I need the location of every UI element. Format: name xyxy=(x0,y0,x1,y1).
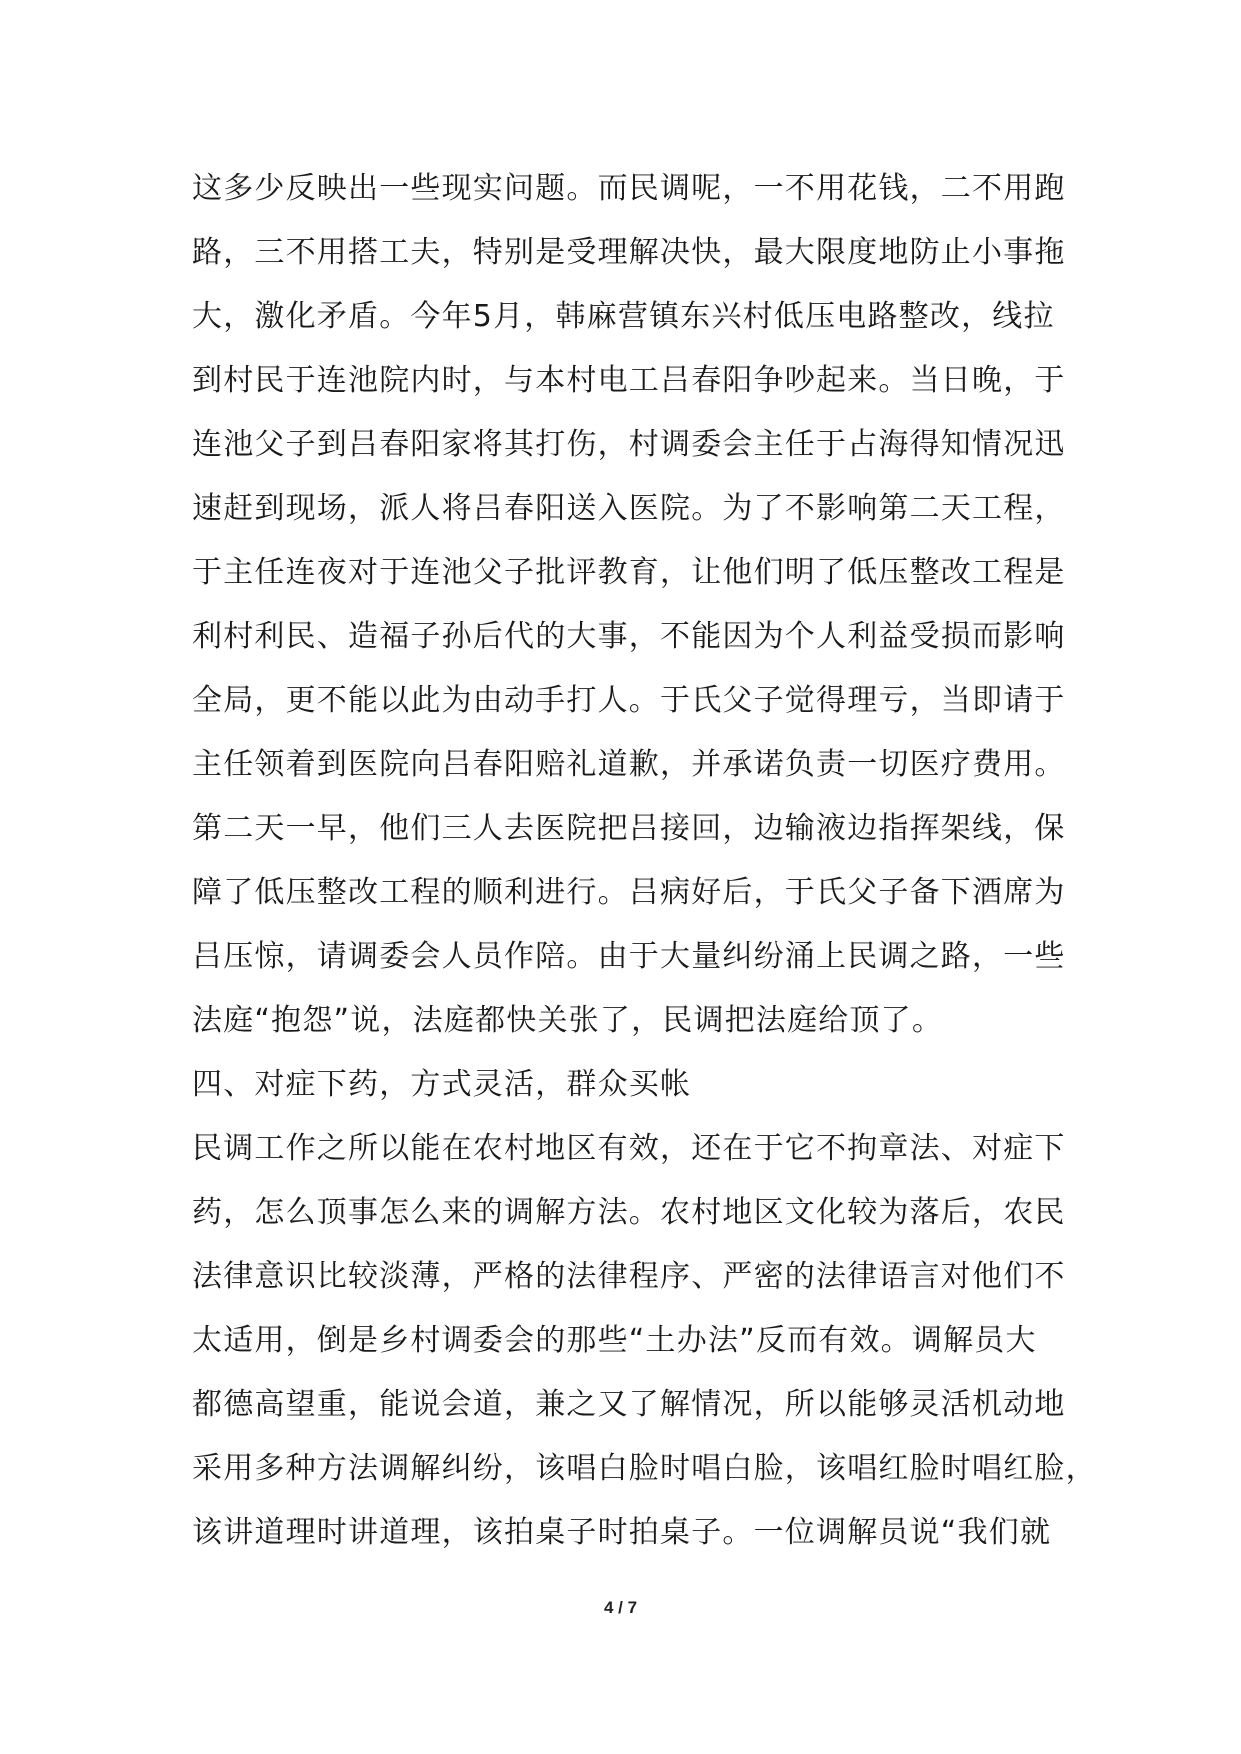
text-line: 法庭“抱怨”说，法庭都快关张了，民调把法庭给顶了。 xyxy=(192,1003,944,1038)
text-line: 主任领着到医院向吕春阳赔礼道歉，并承诺负责一切医疗费用。 xyxy=(192,747,1066,782)
text-line: 吕压惊，请调委会人员作陪。由于大量纠纷涌上民调之路，一些 xyxy=(192,939,1066,974)
text-line: 太适用，倒是乡村调委会的那些“土办法”反而有效。调解员大 xyxy=(192,1323,1037,1358)
text-line: 连池父子到吕春阳家将其打伤，村调委会主任于占海得知情况迅 xyxy=(192,427,1066,462)
text-line: 于主任连夜对于连池父子批评教育，让他们明了低压整改工程是 xyxy=(192,555,1066,590)
text-line: 路，三不用搭工夫，特别是受理解决快，最大限度地防止小事拖 xyxy=(192,235,1066,270)
text-line: 到村民于连池院内时，与本村电工吕春阳争吵起来。当日晚，于 xyxy=(192,363,1066,398)
text-line: 该讲道理时讲道理，该拍桌子时拍桌子。一位调解员说“我们就 xyxy=(192,1515,1052,1550)
text-line: 全局，更不能以此为由动手打人。于氏父子觉得理亏，当即请于 xyxy=(192,683,1066,718)
section-heading: 四、对症下药，方式灵活，群众买帐 xyxy=(192,1067,692,1102)
text-line: 大，激化矛盾。今年5月，韩麻营镇东兴村低压电路整改，线拉 xyxy=(192,299,1055,334)
text-line: 利村利民、造福子孙后代的大事，不能因为个人利益受损而影响 xyxy=(192,619,1066,654)
page-number: 4 / 7 xyxy=(603,1598,638,1617)
text-line: 法律意识比较淡薄，严格的法律程序、严密的法律语言对他们不 xyxy=(192,1259,1066,1294)
text-line: 民调工作之所以能在农村地区有效，还在于它不拘章法、对症下 xyxy=(192,1131,1066,1166)
text-line: 药，怎么顶事怎么来的调解方法。农村地区文化较为落后，农民 xyxy=(192,1195,1066,1230)
text-line: 第二天一早，他们三人去医院把吕接回，边输液边指挥架线，保 xyxy=(192,811,1066,846)
text-line: 都德高望重，能说会道，兼之又了解情况，所以能够灵活机动地 xyxy=(192,1387,1066,1422)
text-line: 障了低压整改工程的顺利进行。吕病好后，于氏父子备下酒席为 xyxy=(192,875,1066,910)
text-line: 速赶到现场，派人将吕春阳送入医院。为了不影响第二天工程， xyxy=(192,491,1066,526)
text-line: 采用多种方法调解纠纷，该唱白脸时唱白脸，该唱红脸时唱红脸， xyxy=(192,1451,1097,1486)
text-line: 这多少反映出一些现实问题。而民调呢，一不用花钱，二不用跑 xyxy=(192,171,1066,206)
body-text xyxy=(192,157,1097,1565)
